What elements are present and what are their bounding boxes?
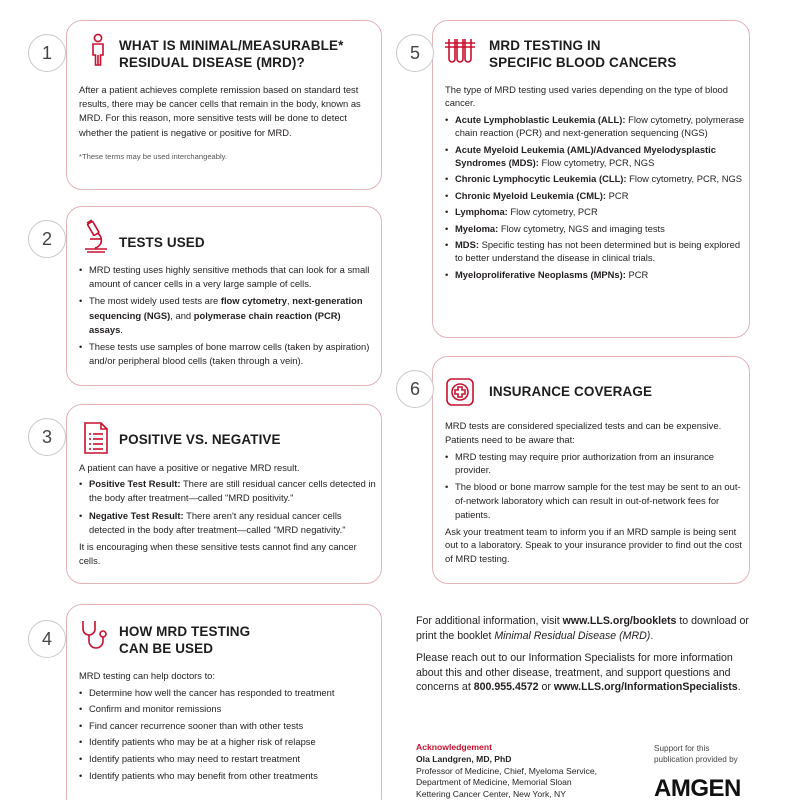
negative-label: Negative Test Result:: [89, 509, 184, 521]
section-2-ngs: next-generation sequencing (NGS): [89, 295, 363, 321]
section-6-title: INSURANCE COVERAGE: [489, 384, 653, 399]
section-4-item: • Determine how well the cancer has responded to treatment: [79, 686, 377, 700]
section-4-number: 4: [41, 628, 52, 649]
section-5-number: 5: [409, 42, 420, 63]
support-block: [654, 744, 774, 800]
cancer-tests: Specific testing has not been determined but is being explored to better understand the disease in clinical trials.: [455, 239, 741, 264]
section-2-bullet-1: • MRD testing uses highly sensitive methods that can look for a small amount of cancer cells in a very large sample of cells.: [79, 263, 377, 291]
section-card-1: [66, 20, 382, 190]
cancer-label: Chronic Lymphocytic Leukemia (CLL):: [455, 173, 627, 185]
section-3-outro: It is encouraging when these sensitive tests cannot find any cancer cells.: [79, 541, 357, 567]
cancer-item-cll: [445, 172, 745, 185]
acknowledgement: [416, 742, 636, 800]
cancer-label: Acute Myeloid Leukemia (AML)/Advanced Myelodysplastic Syndromes (MDS):: [455, 143, 716, 169]
booklet-info-mid: to download or print the booklet: [416, 615, 749, 642]
section-6-bullet-1: • MRD testing may require prior authorization from an insurance provider.: [445, 450, 745, 478]
specialists-link[interactable]: www.LLS.org/InformationSpecialists: [553, 681, 738, 693]
section-2-pcr: polymerase chain reaction (PCR) assays: [89, 309, 341, 335]
cancer-label: Lymphoma:: [455, 206, 508, 218]
positive-text: There are still residual cancer cells detected in the body after treatment—called "MRD positivity.": [89, 478, 376, 504]
section-4-item: • Identify patients who may be at a higher risk of relapse: [79, 735, 377, 749]
section-2-bullet-2-sep1: ,: [287, 295, 293, 307]
section-badge-1: [28, 34, 66, 72]
section-4-item: • Find cancer recurrence sooner than with other tests: [79, 719, 377, 733]
section-6-intro: MRD tests are considered specialized tests and can be expensive. Patients need to be aware that:: [445, 420, 722, 445]
cancer-item-mpn: [445, 268, 745, 281]
section-badge-4: [28, 620, 66, 658]
cancer-tests: Flow cytometry, PCR: [507, 206, 598, 218]
section-6-number: 6: [409, 378, 420, 399]
specialists-info: [416, 651, 756, 695]
cancer-item-lymphoma: [445, 205, 745, 218]
section-1-title-line2: RESIDUAL DISEASE (MRD)?: [119, 55, 305, 70]
test-tubes-icon: [443, 35, 477, 69]
section-2-title: TESTS USED: [119, 235, 205, 250]
section-badge-5: [396, 34, 434, 72]
specialists-info-pre: Please reach out to our Information Specialists for more information about this and other disease, treatment, and support questions and concerns at: [416, 652, 733, 693]
stethoscope-icon: [79, 619, 109, 653]
acknowledgement-line1: Professor of Medicine, Chief, Myeloma Service,: [416, 765, 598, 776]
section-4-item: • Identify patients who may benefit from other treatments: [79, 769, 377, 783]
specialists-info-end: .: [737, 681, 741, 693]
cancer-tests: Flow cytometry, PCR, NGS: [538, 157, 655, 169]
acknowledgement-name: Ola Landgren, MD, PhD: [416, 753, 512, 764]
section-2-bullet-2-end: .: [120, 323, 123, 335]
cancer-label: Myeloma:: [455, 222, 499, 234]
section-card-5: [432, 20, 750, 338]
section-4-title-line2: CAN BE USED: [119, 641, 214, 656]
booklet-info-pre: For additional information, visit: [416, 615, 563, 627]
section-3-intro: A patient can have a positive or negative MRD result.: [79, 462, 300, 473]
microscope-icon: [81, 219, 111, 253]
section-card-2: [66, 206, 382, 386]
specialists-info-mid: or: [538, 681, 554, 693]
section-4-item: • Confirm and monitor remissions: [79, 702, 377, 716]
medical-cross-icon: [445, 377, 475, 407]
phone-number[interactable]: 800.955.4572: [473, 681, 539, 693]
additional-info: [416, 614, 756, 695]
acknowledgement-line3: Kettering Cancer Center, New York, NY: [416, 789, 566, 800]
section-3-negative: [79, 509, 377, 537]
cancer-tests: PCR: [625, 268, 649, 280]
section-card-6: [432, 356, 750, 584]
section-4-item: • Identify patients who may need to restart treatment: [79, 752, 377, 766]
booklets-link[interactable]: www.LLS.org/booklets: [562, 615, 677, 627]
document-icon: [81, 421, 111, 455]
section-3-number: 3: [41, 426, 52, 447]
cancer-item-aml: [445, 143, 745, 170]
section-2-number: 2: [41, 228, 52, 249]
section-2-bullet-2-sep2: , and: [170, 309, 194, 321]
section-badge-3: [28, 418, 66, 456]
section-4-title-line1: HOW MRD TESTING: [119, 624, 251, 639]
section-badge-2: [28, 220, 66, 258]
section-6-bullet-2: • The blood or bone marrow sample for the test may be sent to an out-of-network laboratory which can result in out-of-network fees for patients.: [445, 480, 745, 521]
cancer-label: Myeloproliferative Neoplasms (MPNs):: [455, 268, 626, 280]
support-line1: Support for this: [654, 744, 710, 753]
acknowledgement-line2: Department of Medicine, Memorial Sloan: [416, 777, 572, 788]
section-2-bullet-2: [79, 294, 377, 337]
cancer-item-myeloma: [445, 222, 745, 235]
cancer-tests: Flow cytometry, polymerase chain reaction (PCR) and next-generation sequencing (NGS): [455, 113, 745, 139]
section-badge-6: [396, 370, 434, 408]
section-5-intro: The type of MRD testing used varies depending on the type of blood cancer.: [445, 84, 728, 109]
cancer-tests: Flow cytometry, PCR, NGS: [626, 173, 743, 185]
section-1-title-line1: WHAT IS MINIMAL/MEASURABLE*: [119, 38, 344, 53]
cancer-item-mds: [445, 238, 745, 265]
section-1-body: After a patient achieves complete remission based on standard test results, there may be cancer cells that remain in the body, known as MRD. For this reason, more sensitive tests will be done to detect whether the patient is negative or positive for MRD.: [79, 84, 361, 138]
section-3-positive: [79, 477, 377, 505]
section-1-footnote: *These terms may be used interchangeably.: [79, 151, 228, 161]
section-5-title-line1: MRD TESTING IN: [489, 38, 601, 53]
section-6-outro: Ask your treatment team to inform you if an MRD sample is being sent out to a laboratory. Speak to your insurance provider to find out the cost of MRD testing.: [445, 525, 742, 565]
section-1-number: 1: [41, 42, 52, 63]
cancer-item-cml: [445, 189, 745, 202]
section-2-bullet-2-pre: The most widely used tests are: [89, 295, 221, 307]
negative-text: There aren't any residual cancer cells detected in the body after treatment—called "MRD negativity.": [89, 509, 346, 535]
section-card-4: [66, 604, 382, 800]
amgen-logo: AMGEN: [654, 775, 741, 800]
booklet-info: [416, 614, 756, 643]
section-4-intro: MRD testing can help doctors to:: [79, 670, 216, 681]
positive-label: Positive Test Result:: [89, 478, 181, 490]
cancer-label: Chronic Myeloid Leukemia (CML):: [455, 189, 607, 201]
support-line2: publication provided by: [654, 754, 738, 764]
cancer-tests: Flow cytometry, NGS and imaging tests: [498, 222, 665, 234]
cancer-label: MDS:: [455, 239, 479, 251]
section-2-bullet-3: • These tests use samples of bone marrow cells (taken by aspiration) and/or peripheral blood cells (taken through a vein).: [79, 340, 377, 368]
cancer-label: Acute Lymphoblastic Leukemia (ALL):: [455, 113, 626, 125]
section-2-flow-cytometry: flow cytometry: [220, 295, 287, 307]
section-card-3: [66, 404, 382, 584]
cancer-tests: PCR: [606, 189, 629, 201]
section-3-title: POSITIVE VS. NEGATIVE: [119, 432, 281, 447]
booklet-title: Minimal Residual Disease (MRD): [494, 629, 651, 642]
cancer-item-all: [445, 113, 745, 140]
acknowledgement-heading: Acknowledgement: [416, 742, 492, 752]
booklet-info-end: .: [650, 629, 654, 642]
section-5-title-line2: SPECIFIC BLOOD CANCERS: [489, 55, 677, 70]
person-icon: [83, 33, 113, 67]
